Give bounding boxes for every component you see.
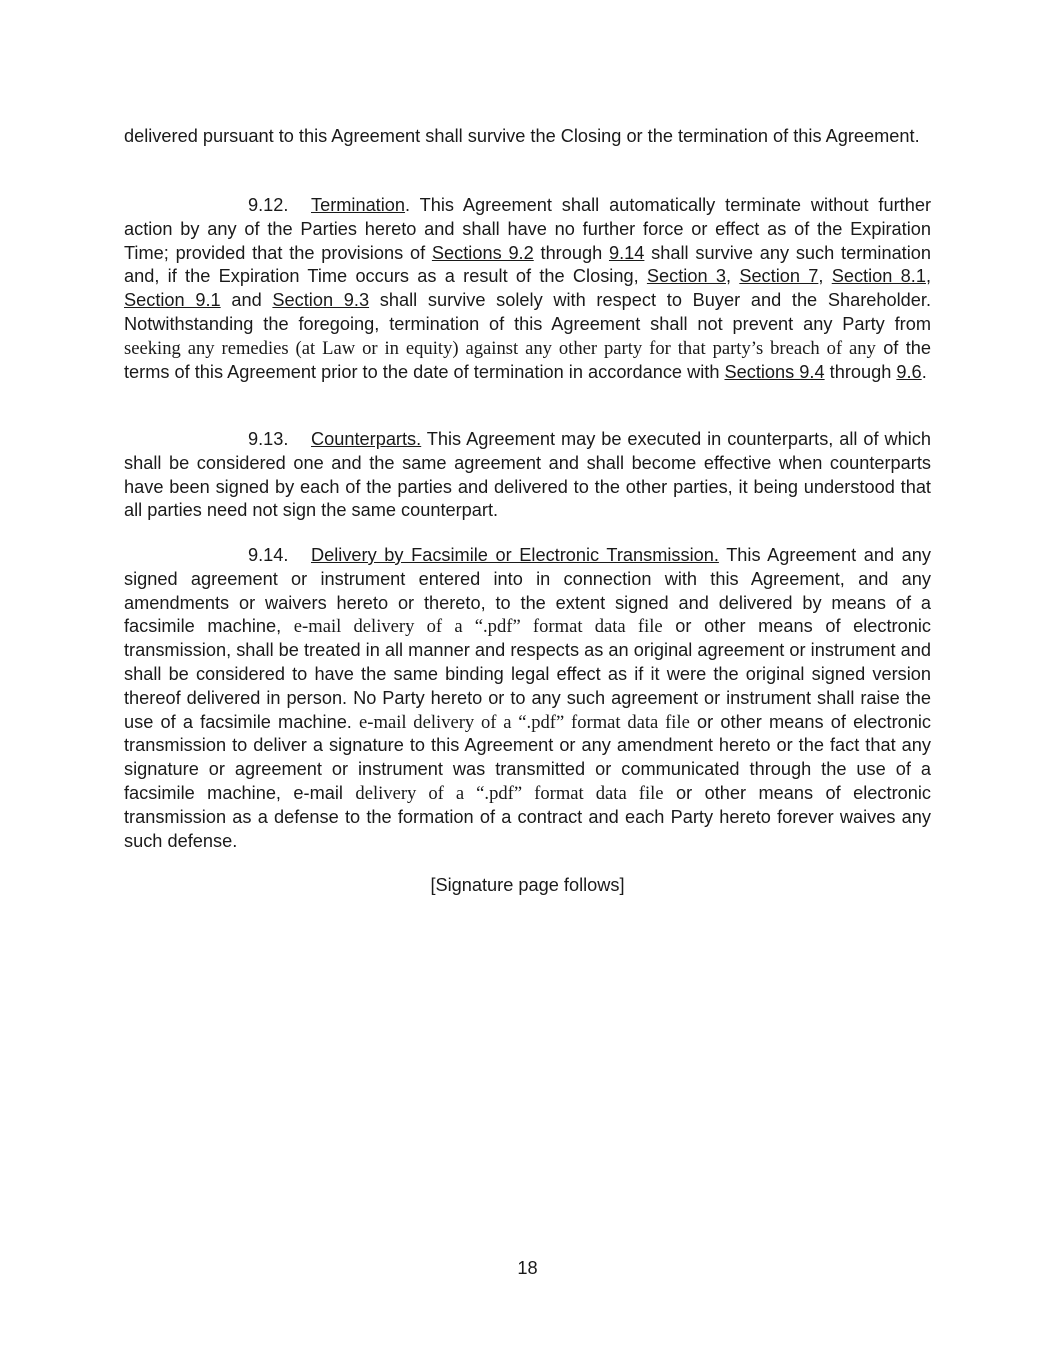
body-text-serif: delivery of a “.pdf” format data file <box>355 782 664 804</box>
body-text: . <box>921 361 927 382</box>
body-text: This Agreement may be executed in counterparts, all of which shall be considered one and the same agreement and shall become effective when counterparts have been signed by each of the parties and delivered to the other parties, it being understood that all parties need not sign the same counterpart. <box>124 429 931 521</box>
body-text: and <box>220 290 273 311</box>
body-text: shall survive solely with respect to Buyer and the Shareholder. Notwithstanding the foregoing, termination of this Agreement shall not prevent any Party from <box>124 290 932 334</box>
section-9-12-paragraph <box>124 194 931 384</box>
signature-page-note: [Signature page follows] <box>430 875 625 895</box>
section-heading: Counterparts. <box>311 429 422 449</box>
section-number: 9.12. <box>248 195 289 215</box>
section-reference: Section 7 <box>739 266 819 287</box>
body-text-serif: seeking any remedies (at Law or in equity) against any other party for that party’s breach of any <box>124 337 876 359</box>
section-number: 9.13. <box>248 429 289 449</box>
body-text: shall survive any such termination and, if the Expiration Time occurs as a result of the Closing, <box>124 242 932 287</box>
section-9-14-paragraph <box>124 544 931 853</box>
body-text-serif: e-mail delivery of a “.pdf” format data file <box>293 616 663 638</box>
section-9-13-paragraph <box>124 428 931 523</box>
section-reference: Sections 9.2 <box>431 242 534 263</box>
body-text: . This Agreement shall automatically terminate without further action by any of the Parties hereto and shall have no further force or effect as of the Expiration Time; provided that the provisions of <box>124 195 931 263</box>
body-text: of the terms of this Agreement prior to the date of termination in accordance with <box>124 337 931 382</box>
continuation-text: delivered pursuant to this Agreement shall survive the Closing or the termination of this Agreement. <box>124 126 920 146</box>
page-number: 18 <box>517 1258 538 1278</box>
separator: , <box>925 266 932 287</box>
body-text-serif: e-mail delivery of a “.pdf” format data file <box>359 711 690 733</box>
section-reference: Section 9.1 <box>124 290 221 311</box>
continuation-paragraph <box>124 125 931 149</box>
body-text: or other means of electronic transmission as a defense to the formation of a contract and each Party hereto forever waives any such defense. <box>124 782 931 851</box>
section-reference: 9.6 <box>896 361 922 382</box>
section-heading: Termination <box>311 195 406 215</box>
body-text: or other means of electronic transmission, shall be treated in all manner and respects as an original agreement or instrument and shall be considered to have the same binding legal effect as if it were the original signed version thereof delivered in person. No Party hereto or to any such agreement or instrument shall raise the use of a facsimile machine. <box>124 616 931 732</box>
section-reference: Sections 9.4 <box>724 361 825 382</box>
separator: , <box>725 266 740 287</box>
section-number: 9.14. <box>248 545 289 565</box>
body-text: This Agreement and any signed agreement or instrument entered into in connection with this Agreement, and any amendments or waivers hereto or thereto, to the extent signed and delivered by means of a facsimile machine, <box>124 545 931 637</box>
body-text: through <box>824 361 897 382</box>
section-reference: Section 9.3 <box>272 290 370 311</box>
section-reference: Section 3 <box>646 266 726 287</box>
section-reference: 9.14 <box>608 242 645 263</box>
body-text: through <box>533 242 609 263</box>
separator: , <box>818 266 832 287</box>
body-text: or other means of electronic transmission to deliver a signature to this Agreement or any amendment hereto or the fact that any signature or agreement or instrument was transmitted or communicated through the use of a facsimile machine, e-mail <box>124 711 931 803</box>
section-reference: Section 8.1 <box>831 266 926 287</box>
section-heading: Delivery by Facsimile or Electronic Transmission. <box>311 545 719 565</box>
